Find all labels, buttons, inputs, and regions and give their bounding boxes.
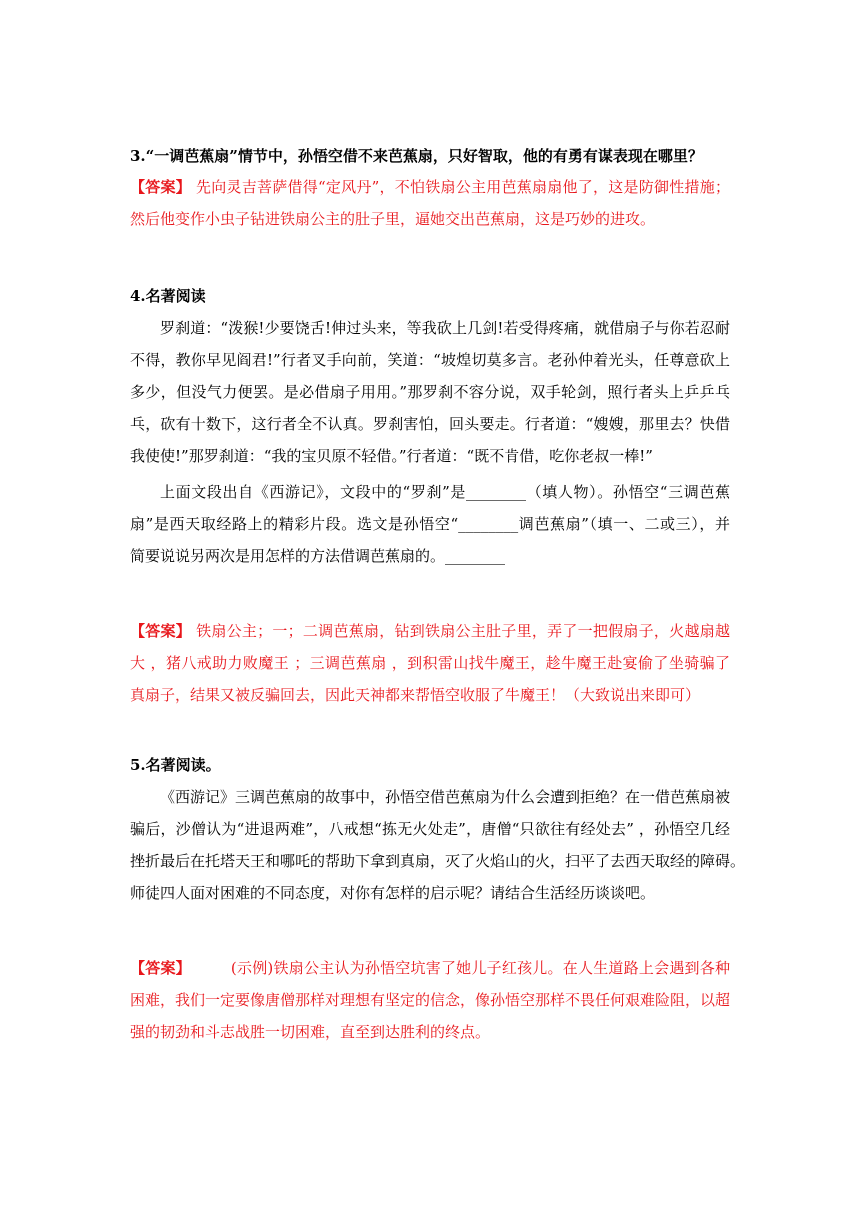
question-4-passage — [130, 314, 730, 471]
question-3-answer-line-2: 然后他变作小虫子钻进铁扇公主的肚子里，逼她交出芭蕉扇，这是巧妙的进攻。 — [130, 210, 656, 228]
question-4-answer — [130, 617, 730, 710]
passage-line: 师徒四人面对困难的不同态度，对你有怎样的启示呢？请结合生活经历谈谈吧。 — [130, 884, 656, 902]
passage-line: 我使使!”那罗刹道：“我的宝贝原不轻借。”行者道：“既不肯借，吃你老叔一棒!” — [130, 447, 653, 465]
question-5-passage — [130, 783, 746, 908]
passage-line: 乓，砍有十数下，这行者全不认真。罗刹害怕，回头要走。行者道：“嫂嫂，那里去？快借 — [130, 415, 730, 433]
question-4-prompt — [130, 478, 730, 571]
question-5-title: 5.名著阅读。 — [130, 756, 221, 774]
answer-text: 铁扇公主；一；二调芭蕉扇，钻到铁扇公主肚子里，弄了一把假扇子，火越扇越 — [196, 622, 730, 640]
answer-text: 先向灵吉菩萨借得“定风丹”，不怕铁扇公主用芭蕉扇扇他了，这是防御性措施； — [196, 178, 730, 196]
answer-line: 困难，我们一定要像唐僧那样对理想有坚定的信念，像孙悟空那样不畏任何艰难险阻，以超 — [130, 991, 731, 1009]
passage-line: 多少，但没气力便罢。是必借扇子用用。”那罗刹不容分说，双手轮剑，照行者头上乒乒乓 — [130, 383, 730, 401]
prompt-line: 简要说说另两次是用怎样的方法借调芭蕉扇的。________ — [130, 547, 506, 565]
prompt-line: 上面文段出自《西游记》，文段中的“罗刹”是________（填人物）。孙悟空“三调芭蕉 — [160, 483, 730, 501]
question-3-title: 3.“一调芭蕉扇”情节中，孙悟空借不来芭蕉扇，只好智取，他的有勇有谋表现在哪里？ — [130, 147, 703, 165]
question-5-answer — [130, 954, 730, 1047]
answer-line: 大 ，猪八戒助力败魔王 ；三调芭蕉扇 ，到积雷山找牛魔王，趁牛魔王赴宴偷了坐骑骗了 — [130, 654, 730, 672]
answer-tag: 【答案】 — [130, 622, 192, 640]
passage-line: 骗后，沙僧认为“进退两难”，八戒想“拣无火处走”，唐僧“只欲往有经处去” ，孙悟空几经 — [130, 820, 730, 838]
passage-line: 罗刹道：“泼猴!少要饶舌!伸过头来，等我砍上几剑!若受得疼痛，就借扇子与你若忍耐 — [160, 319, 730, 337]
answer-tag: 【答案】 — [130, 959, 191, 977]
passage-line: 《西游记》三调芭蕉扇的故事中，孙悟空借芭蕉扇为什么会遭到拒绝？在一借芭蕉扇被 — [160, 788, 731, 806]
answer-line — [130, 617, 730, 646]
answer-text: (示例)铁扇公主认为孙悟空坑害了她儿子红孩儿。在人生道路上会遇到各种 — [230, 959, 730, 977]
question-4-title: 4.名著阅读 — [130, 287, 206, 305]
prompt-line: 扇”是西天取经路上的精彩片段。选文是孙悟空“________调芭蕉扇”（填一、二或三），并 — [130, 515, 730, 533]
answer-line: 真扇子，结果又被反骗回去，因此天神都来帮悟空收服了牛魔王！（大致说出来即可） — [130, 686, 701, 704]
answer-line — [130, 954, 730, 983]
question-3-answer-line-1 — [130, 173, 730, 202]
passage-line: 不得，教你早见阎君!”行者叉手向前，笑道：“坡煌切莫多言。老孙仲着光头，任尊意砍上 — [130, 351, 730, 369]
answer-tag: 【答案】 — [130, 178, 191, 196]
answer-line: 强的韧劲和斗志战胜一切困难，直至到达胜利的终点。 — [130, 1023, 491, 1041]
passage-line: 挫折最后在托塔天王和哪吒的帮助下拿到真扇，灭了火焰山的火，扫平了去西天取经的障碍。 — [130, 852, 746, 870]
